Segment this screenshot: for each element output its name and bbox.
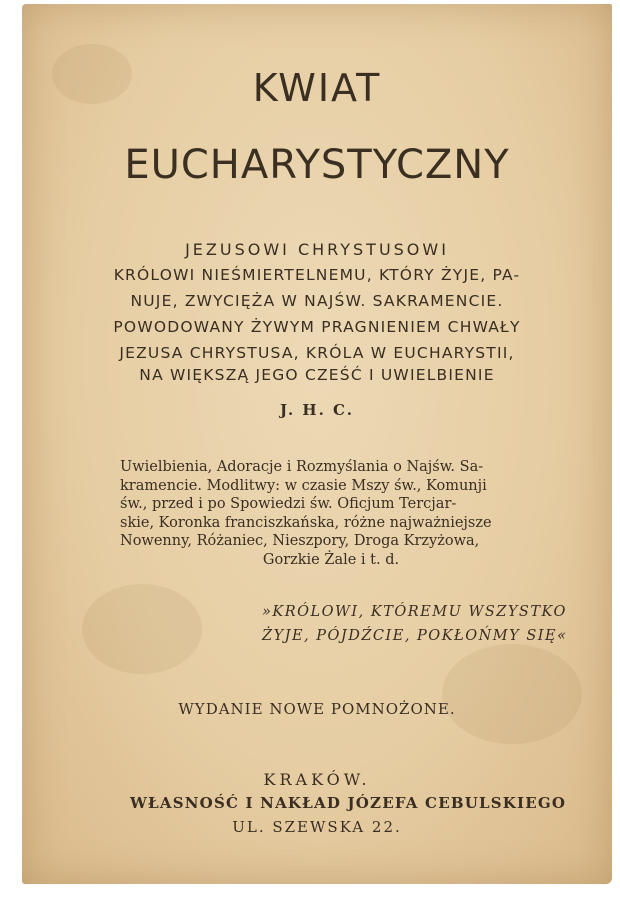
dedication-line: NA WIĘKSZĄ JEGO CZEŚĆ I UWIELBIENIE <box>139 366 495 384</box>
contents-line: Nowenny, Różaniec, Nieszpory, Droga Krzyżowa, <box>120 533 480 549</box>
contents-line: kramencie. Modlitwy: w czasie Mszy św., Komunji <box>120 477 487 494</box>
imprint-street: UL. SZEWSKA 22. <box>232 818 402 836</box>
edition-note: WYDANIE NOWE POMNOŻONE. <box>178 700 456 718</box>
author-initials: J. H. C. <box>280 401 354 419</box>
dedication-line: POWODOWANY ŻYWYM PRAGNIENIEM CHWAŁY <box>113 318 521 336</box>
imprint-city: KRAKÓW. <box>263 770 371 789</box>
epigraph-quote <box>262 600 567 648</box>
contents-line: Gorzkie Żale i t. d. <box>262 551 400 568</box>
quote-line: »KRÓLOWI, KTÓREMU WSZYSTKO <box>262 604 567 620</box>
dedication-line: JEZUSOWI CHRYSTUSOWI <box>185 240 449 259</box>
imprint-publisher: WŁASNOŚĆ I NAKŁAD JÓZEFA CEBULSKIEGO <box>130 794 567 812</box>
contents-line: Uwielbienia, Adoracje i Rozmyślania o Najśw. Sa- <box>120 459 484 475</box>
contents-list <box>120 458 612 569</box>
contents-line: św., przed i po Spowiedzi św. Oficjum Tercjar- <box>120 496 457 512</box>
contents-line: skie, Koronka franciszkańska, różne najważniejsze <box>120 514 492 531</box>
dedication-line: NUJE, ZWYCIĘŻA W NAJŚW. SAKRAMENCIE. <box>130 292 504 310</box>
title-line-1: KWIAT <box>252 66 382 110</box>
dedication-line: KRÓLOWI NIEŚMIERTELNEMU, KTÓRY ŻYJE, PA- <box>113 266 521 284</box>
dedication-line: JEZUSA CHRYSTUSA, KRÓLA W EUCHARYSTII, <box>119 344 515 362</box>
quote-line: ŻYJE, PÓJDŹCIE, POKŁOŃMY SIĘ« <box>262 628 568 644</box>
title-line-2: EUCHARYSTYCZNY <box>124 142 510 188</box>
title-page <box>22 4 612 884</box>
